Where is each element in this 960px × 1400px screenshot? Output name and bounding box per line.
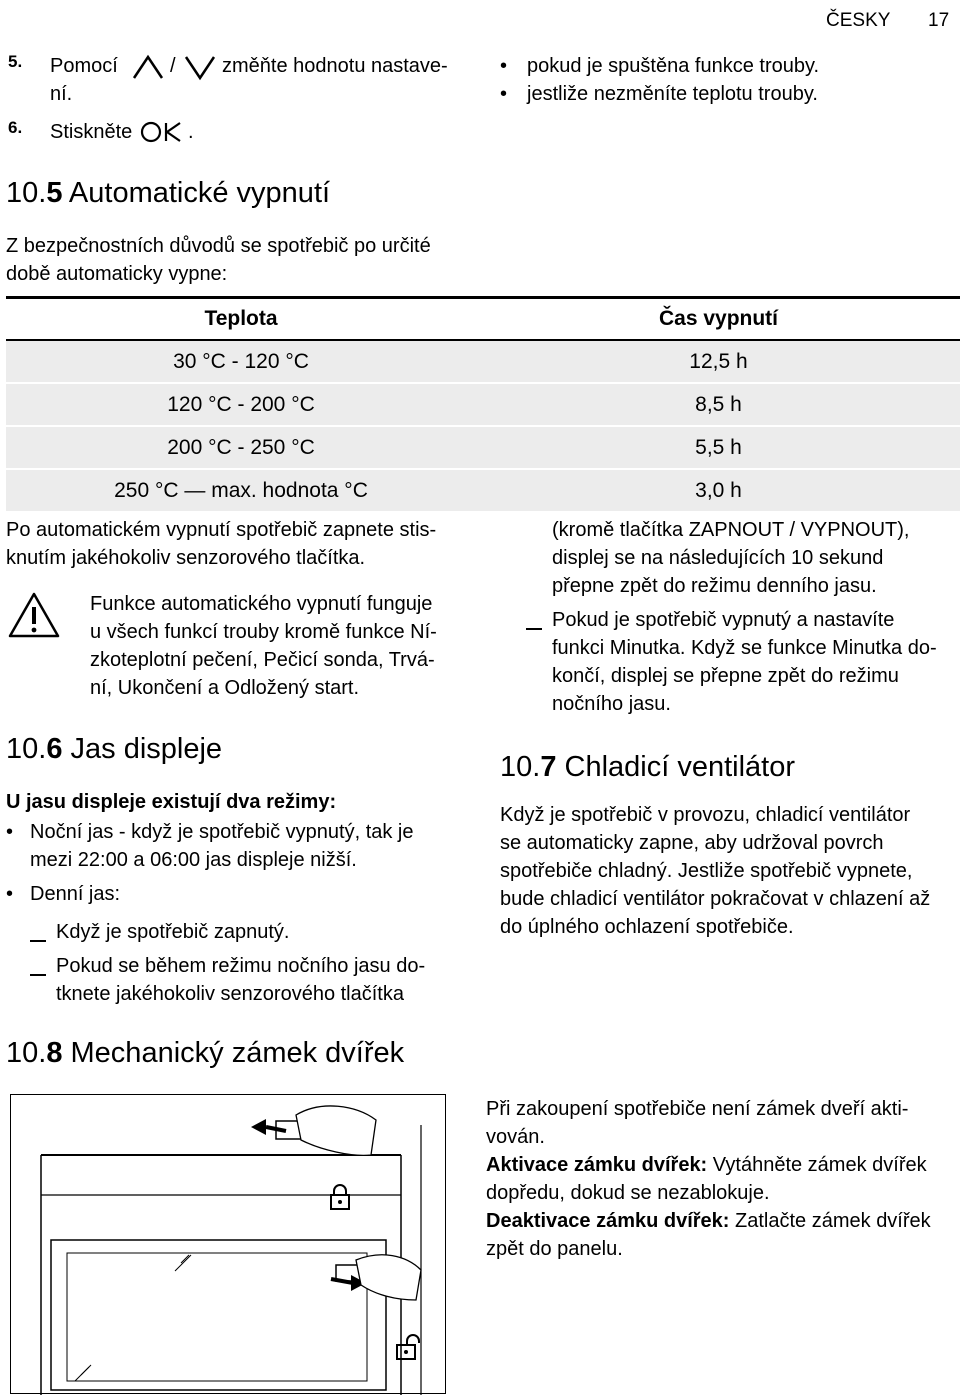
page-number: 17 (928, 10, 950, 31)
oven-drawing (11, 1095, 447, 1395)
bullet-icon: • (500, 55, 508, 77)
dash-icon (30, 966, 46, 984)
header-language: ČESKY (826, 10, 891, 31)
step-number: 5. (8, 52, 23, 71)
list-item-line: mezi 22:00 a 06:00 jas displeje nižší. (30, 849, 357, 871)
step-5-text-line2: ní. (50, 83, 73, 105)
warning-line: Funkce automatického vypnutí funguje (90, 593, 433, 615)
paragraph-line: Při zakoupení spotřebiče není zámek dveří akti- (486, 1098, 909, 1120)
list-item (6, 880, 13, 908)
table-row: 30 °C - 120 °C 12,5 h (6, 341, 960, 382)
bullet-icon: • (500, 83, 508, 105)
deactivation-line: Deaktivace zámku dvířek: Zatlačte zámek dvířek (486, 1210, 931, 1232)
table-header-time: Čas vypnutí (658, 307, 779, 330)
table-row: 250 °C — max. hodnota °C 3,0 h (6, 470, 960, 511)
list-item-line: tknete jakéhokoliv senzorového tlačítka (56, 983, 404, 1005)
padlock-open-icon (395, 1333, 421, 1361)
list-item-line: displej se na následujících 10 sekund (552, 547, 884, 569)
list-item-line: Pokud se během režimu nočního jasu do- (56, 955, 426, 977)
list-item-line: Denní jas: (30, 883, 121, 905)
down-arrow-icon (184, 54, 216, 80)
table-row: 200 °C - 250 °C 5,5 h (6, 427, 960, 468)
paragraph-line: spotřebiče chladný. Jestliže spotřebič vypnete, (500, 860, 913, 882)
list-item-line: Noční jas - když je spotřebič vypnutý, tak je (30, 821, 414, 843)
table-header-temp: Teplota (204, 307, 278, 330)
warning-line: ní, Ukončení a Odložený start. (90, 677, 360, 699)
step-number: 6. (8, 118, 23, 137)
paragraph-line: vován. (486, 1126, 545, 1148)
list-item-line: (kromě tlačítka ZAPNOUT / VYPNOUT), (552, 519, 910, 541)
list-item-line: Pokud je spotřebič vypnutý a nastavíte (552, 609, 895, 631)
step-6-text-after: . (188, 121, 194, 143)
subtitle: U jasu displeje existují dva režimy: (6, 791, 337, 813)
up-arrow-icon (132, 54, 164, 80)
dash-icon (30, 932, 46, 950)
paragraph-line: době automaticky vypne: (6, 263, 228, 285)
paragraph-line: Z bezpečnostních důvodů se spotřebič po určité (6, 235, 431, 257)
table-row: 120 °C - 200 °C 8,5 h (6, 384, 960, 425)
list-item: • pokud je spuštěna funkce trouby. (500, 55, 820, 77)
padlock-closed-icon (329, 1183, 351, 1211)
warning-line: zkoteplotní pečení, Pečicí sonda, Trvá- (90, 649, 435, 671)
paragraph-line: knutím jakéhokoliv senzorového tlačítka. (6, 547, 366, 569)
list-item-line: nočního jasu. (552, 693, 671, 715)
list-item-line: končí, displej se přepne zpět do režimu (552, 665, 899, 687)
section-heading: 10.6 Jas displeje (6, 733, 223, 765)
step-6-text-before: Stiskněte (50, 121, 133, 143)
step-5-separator: / (170, 55, 176, 77)
paragraph-line: bude chladicí ventilátor pokračovat v chlazení až (500, 888, 931, 910)
paragraph-line: zpět do panelu. (486, 1238, 623, 1260)
list-item-line: přepne zpět do režimu denního jasu. (552, 575, 877, 597)
paragraph-line: se automaticky zapne, aby udržoval povrch (500, 832, 884, 854)
paragraph-line: Když je spotřebič v provozu, chladicí ventilátor (500, 804, 911, 826)
list-item: • jestliže nezměníte teplotu trouby. (500, 83, 818, 105)
list-item-line: funkci Minutka. Když se funkce Minutka do- (552, 637, 937, 659)
section-heading: 10.8 Mechanický zámek dvířek (6, 1037, 405, 1069)
step-5-text-line1: změňte hodnotu nastave- (222, 55, 448, 77)
section-heading: 10.7 Chladicí ventilátor (500, 751, 796, 783)
warning-line: u všech funkcí trouby kromě funkce Ní- (90, 621, 437, 643)
paragraph-line: Po automatickém vypnutí spotřebič zapnete stis- (6, 519, 437, 541)
activation-line: Aktivace zámku dvířek: Vytáhněte zámek dvířek (486, 1154, 927, 1176)
shutdown-table (6, 296, 960, 512)
dash-icon (526, 620, 542, 638)
bullet-icon: • (6, 821, 14, 843)
door-lock-illustration (10, 1094, 446, 1394)
list-item-line: Když je spotřebič zapnutý. (56, 921, 290, 943)
section-heading: 10.5 Automatické vypnutí (6, 177, 331, 209)
paragraph-line: dopředu, dokud se nezablokuje. (486, 1182, 770, 1204)
paragraph-line: do úplného ochlazení spotřebiče. (500, 916, 794, 938)
bullet-icon: • (6, 883, 14, 905)
ok-icon (140, 121, 184, 143)
table-header-row (6, 299, 960, 341)
list-item (6, 818, 13, 846)
warning-icon (8, 592, 60, 638)
step-5-text-before: Pomocí (50, 55, 118, 77)
